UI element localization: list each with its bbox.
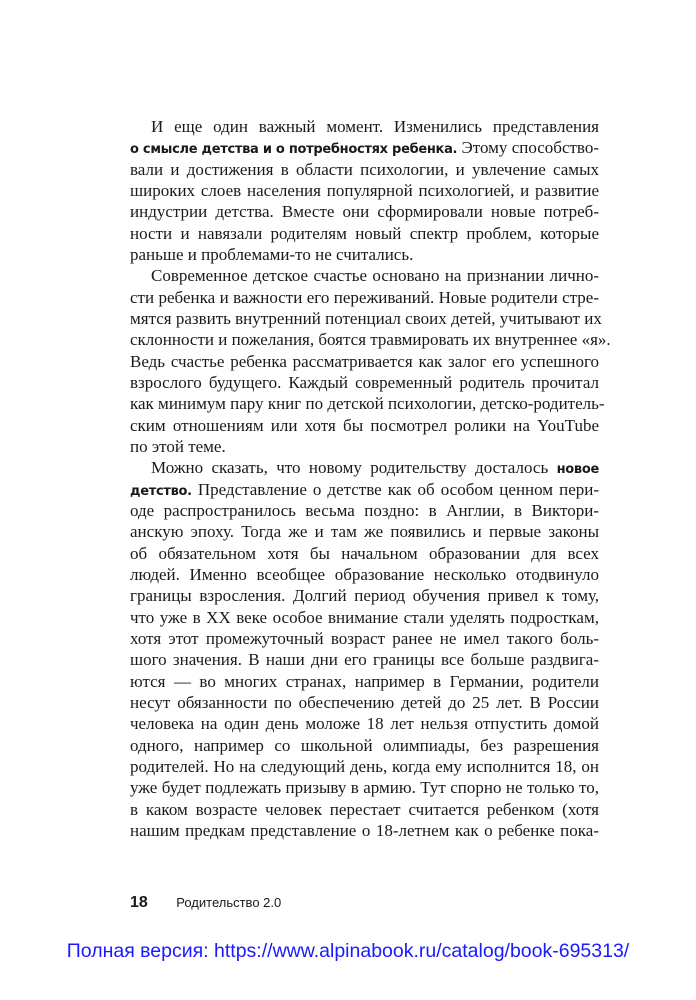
running-title: Родительство 2.0 xyxy=(176,895,282,910)
text-line xyxy=(130,585,599,606)
text-run: как минимум пару книг по детской психологии, детско-родитель- xyxy=(130,394,605,414)
text-run: ским отношениям или хотя бы посмотрел ролики на YouTube xyxy=(130,415,599,435)
text-line xyxy=(130,479,599,500)
text-run: одного, например со школьной олимпиады, без разрешения xyxy=(130,735,599,755)
text-line xyxy=(130,372,599,393)
text-line xyxy=(130,329,611,350)
text-run: человека на один день моложе 18 лет нельзя отпустить домой xyxy=(130,714,599,734)
text-line xyxy=(130,799,599,820)
text-line xyxy=(130,116,599,137)
text-run: ются — во многих странах, например в Германии, родители xyxy=(130,671,599,691)
text-line xyxy=(130,564,599,585)
bold-emphasis: новое xyxy=(556,462,599,478)
text-run: раньше и проблемами-то не считались. xyxy=(130,244,414,264)
text-line xyxy=(130,137,599,158)
text-line xyxy=(130,692,599,713)
text-line xyxy=(130,180,599,201)
text-run: Представление о детстве как об особом ценном пери- xyxy=(191,479,599,499)
text-run: в каком возрасте человек перестает считается ребенком (хотя xyxy=(130,799,599,819)
text-run: сти ребенка и важности его переживаний. Новые родители стре- xyxy=(130,287,599,307)
full-version-link[interactable]: Полная версия: https://www.alpinabook.ru/catalog/book-695313/ xyxy=(66,940,630,962)
text-run: взрослого будущего. Каждый современный родитель прочитал xyxy=(130,372,599,392)
text-line xyxy=(130,308,602,329)
text-run: об обязательном хотя бы начальном образовании для всех xyxy=(130,543,599,563)
text-run: анскую эпоху. Тогда же и там же появились и первые законы xyxy=(130,522,599,542)
text-line xyxy=(130,436,599,457)
text-line xyxy=(130,201,599,222)
text-line xyxy=(130,713,599,734)
bold-emphasis: детство. xyxy=(130,483,192,499)
text-run: Ведь счастье ребенка рассматривается как залог его успешного xyxy=(130,351,599,371)
text-line xyxy=(130,628,599,649)
text-run: И еще один важный момент. Изменились представления xyxy=(151,117,599,136)
text-line xyxy=(130,735,599,756)
text-run: нашим предкам представление о 18-летнем как о ребенке пока- xyxy=(130,820,599,840)
text-run: родителей. Но на следующий день, когда ему исполнится 18, он xyxy=(130,756,599,776)
page-footer xyxy=(130,894,281,912)
text-line xyxy=(130,393,605,414)
bold-emphasis: о смысле детства и о потребностях ребенка. xyxy=(130,142,458,158)
text-run: индустрии детства. Вместе они сформировали новые потреб- xyxy=(130,202,599,222)
text-line xyxy=(130,543,599,564)
body-text xyxy=(130,116,611,841)
page-number: 18 xyxy=(130,894,148,911)
text-run: оде распространилось весьма поздно: в Англии, в Виктори- xyxy=(130,500,599,520)
text-line xyxy=(130,500,599,521)
text-run: по этой теме. xyxy=(130,436,226,456)
text-run: уже будет подлежать призыву в армию. Тут спорно не только то, xyxy=(130,778,599,798)
text-line xyxy=(130,244,599,265)
text-line xyxy=(130,223,599,244)
text-run: мятся развить внутренний потенциал своих детей, учитывают их xyxy=(130,308,602,328)
text-run: хотя этот промежуточный возраст ранее не имел такого боль- xyxy=(130,628,599,648)
text-run: границы взросления. Долгий период обучения привел к тому, xyxy=(130,586,599,606)
text-run: ности и навязали родителям новый спектр проблем, которые xyxy=(130,223,599,243)
text-run: вали и достижения в области психологии, и увлечение самых xyxy=(130,159,599,179)
text-run: Современное детское счастье основано на признании лично- xyxy=(151,266,599,286)
text-line xyxy=(130,159,599,180)
text-line xyxy=(130,756,599,777)
text-run: Этому способство- xyxy=(457,138,599,158)
text-line xyxy=(130,351,599,372)
text-run: шого значения. В наши дни его границы все больше раздвига- xyxy=(130,650,599,670)
text-line xyxy=(130,415,599,436)
text-line xyxy=(130,671,599,692)
text-line xyxy=(130,649,599,670)
text-line xyxy=(130,607,599,628)
text-run: склонности и пожелания, боятся травмировать их внутреннее «я». xyxy=(130,330,611,350)
text-line xyxy=(130,457,599,478)
text-run: людей. Именно всеобщее образование несколько отодвинуло xyxy=(130,564,599,584)
text-run: Можно сказать, что новому родительству досталось xyxy=(151,458,557,478)
text-run: несут обязанности по обеспечению детей до 25 лет. В России xyxy=(130,692,599,712)
text-line xyxy=(130,521,599,542)
text-run: что уже в XX веке особое внимание стали уделять подросткам, xyxy=(130,607,599,627)
text-line xyxy=(130,820,599,841)
text-line xyxy=(130,287,599,308)
text-line xyxy=(130,777,599,798)
text-run: широких слоев населения популярной психологией, и развитие xyxy=(130,180,599,200)
text-line xyxy=(130,265,599,286)
